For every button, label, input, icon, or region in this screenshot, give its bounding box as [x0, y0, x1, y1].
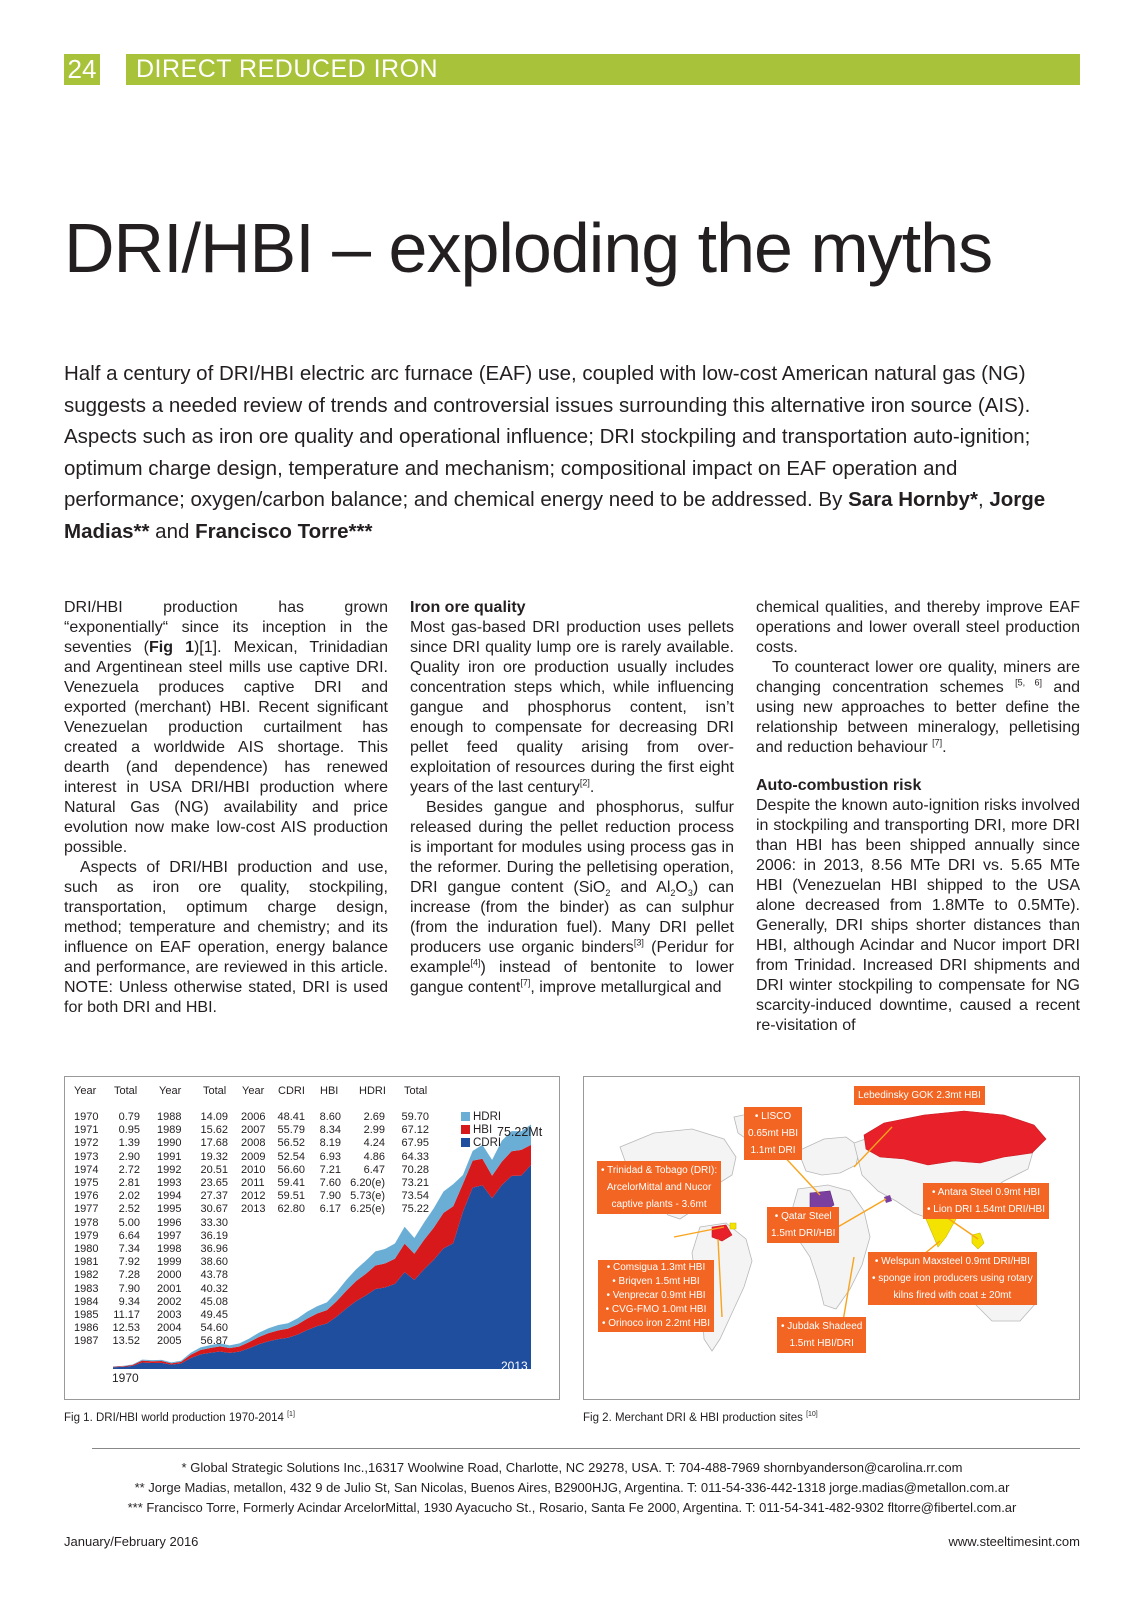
map-trinidad-highlight: [730, 1223, 736, 1229]
table-cell-total: 2.72: [118, 1163, 140, 1176]
author-footnotes: [64, 1458, 1080, 1518]
table-cell-year: 2004: [157, 1322, 182, 1335]
table-cell-year: 1975: [74, 1177, 99, 1190]
text-run: and Al: [610, 879, 671, 896]
table-cell-year: 1974: [74, 1163, 99, 1176]
text-run: .: [589, 779, 595, 796]
paragraph: Aspects of DRI/HBI production and use, such as iron ore quality, stockpiling, transportation, optimum charge design, method; temperature and chemistry; and its influence on EAF operation, energy balance and performance, are reviewed in this article. NOTE: Unless otherwise stated, DRI is used for both DRI and HBI.: [64, 859, 388, 1016]
table-cell-year: 1993: [157, 1177, 182, 1190]
citation: [3]: [633, 937, 644, 948]
text-run: To counteract lower ore quality, miners are changing concentration schemes: [756, 659, 1080, 696]
table-cell-year: 2005: [157, 1335, 182, 1348]
callout-antara-lion: [923, 1183, 1049, 1219]
table-cell-hbi: 6.93: [319, 1150, 341, 1163]
author-2: Jorge Madias**: [64, 488, 1046, 543]
subscript: 3: [687, 888, 693, 899]
text-run: )[1]. Mexican, Trinidadian and Argentinean steel mills use captive DRI. Venezuela produces captive DRI and exported (merchant) HBI. Recent significant Venezuelan production curtailment has created a worldwide AIS shortage. This dearth (and dependence) has renewed interest in USA DRI/HBI production where Natural Gas (NG) availability and price evolution now make low-cost AIS production possible.: [64, 639, 388, 856]
table-header: Year: [159, 1085, 182, 1097]
table-cell-total: 6.64: [118, 1229, 140, 1242]
table-cell-year: 1972: [74, 1137, 99, 1150]
table-header: Total: [114, 1085, 138, 1097]
table-cell-hdri: 5.73(e): [350, 1190, 385, 1203]
table-header: HDRI: [359, 1085, 386, 1097]
table-cell-total: 20.51: [200, 1163, 228, 1176]
table-cell-total: 73.54: [401, 1190, 429, 1203]
table-cell-cdri: 52.54: [277, 1150, 305, 1163]
table-cell-total: 49.45: [200, 1309, 228, 1322]
table-cell-total: 13.52: [112, 1335, 140, 1348]
table-cell-year: 1991: [157, 1150, 182, 1163]
callout-line: • CVG-FMO 1.0mt HBI: [605, 1304, 707, 1315]
table-column-years-b: [157, 1111, 181, 1349]
citation: [7]: [520, 977, 531, 988]
legend-label: CDRI: [473, 1137, 502, 1149]
legend-label: HBI: [473, 1124, 493, 1136]
table-cell-year: 1987: [74, 1335, 99, 1348]
table-cell-year: 1983: [74, 1282, 99, 1295]
table-cell-year: 1979: [74, 1229, 99, 1242]
callout-line: 1.5mt DRI/HBI: [771, 1228, 836, 1239]
paragraph: [756, 658, 1080, 758]
table-header: CDRI: [278, 1085, 305, 1097]
callout-line: ArcelorMittal and Nucor: [606, 1182, 712, 1193]
table-cell-year: 2007: [241, 1124, 266, 1137]
table-cell-total: 23.65: [200, 1177, 228, 1190]
table-column-years-c: [241, 1111, 265, 1217]
table-cell-hdri: 6.25(e): [350, 1203, 385, 1216]
table-cell-total: 59.70: [401, 1111, 429, 1123]
citation: [1]: [287, 1411, 295, 1418]
author-1: Sara Hornby*: [848, 488, 978, 511]
table-cell-year: 1977: [74, 1203, 99, 1216]
text-run: , improve metallurgical and: [530, 979, 722, 996]
table-cell-total: 17.68: [200, 1137, 228, 1150]
table-cell-hdri: 4.24: [363, 1137, 385, 1150]
total-annotation: 75.22Mt: [497, 1125, 543, 1139]
table-cell-year: 2001: [157, 1282, 182, 1295]
citation: [10]: [806, 1411, 818, 1418]
table-header: HBI: [320, 1085, 339, 1097]
table-cell-year: 1980: [74, 1243, 99, 1256]
table-cell-year: 2011: [241, 1177, 265, 1190]
section-header: [64, 54, 1080, 85]
table-cell-hdri: 2.69: [363, 1111, 385, 1123]
legend-swatch: [461, 1138, 470, 1147]
footnote-divider: [92, 1448, 1080, 1449]
table-cell-year: 1989: [157, 1124, 182, 1137]
table-cell-year: 2010: [241, 1163, 266, 1176]
callout-line: • Welspun Maxsteel 0.9mt DRI/HBI: [874, 1256, 1030, 1267]
table-cell-hdri: 6.20(e): [350, 1177, 385, 1190]
table-cell-hbi: 7.21: [319, 1163, 341, 1176]
table-cell-cdri: 55.79: [277, 1124, 305, 1137]
callout-line: • Venprecar 0.9mt HBI: [606, 1290, 706, 1301]
footnote: *** Francisco Torre, Formerly Acindar ArcelorMittal, 1930 Ayacucho St., Rosario, Santa Fe 2000, Argentina. T: 011-54-341-482-9302 fltorre@fibertel.com.ar: [127, 1500, 1017, 1515]
end-year-label: 2013: [501, 1359, 528, 1373]
article-title: DRI/HBI – exploding the myths: [64, 209, 993, 287]
table-cell-total: 36.96: [200, 1243, 228, 1256]
subheading-auto-combustion-risk: Auto-combustion risk: [756, 777, 922, 794]
table-cell-year: 2003: [157, 1309, 182, 1322]
table-cell-total: 36.19: [200, 1229, 228, 1242]
text-run: .: [942, 739, 947, 756]
page-number: 24: [64, 54, 100, 85]
callout-line: • Jubdak Shadeed: [781, 1321, 863, 1332]
callout-line: kilns fired with coat ± 20mt: [893, 1290, 1012, 1301]
table-cell-total: 75.22: [401, 1203, 429, 1216]
legend-item-cdri: [461, 1137, 501, 1150]
callout-venezuela: [598, 1260, 714, 1332]
table-cell-year: 2002: [157, 1295, 182, 1308]
table-cell-year: 2008: [241, 1137, 266, 1150]
table-cell-total: 5.00: [118, 1216, 140, 1229]
table-cell-total: 11.17: [113, 1309, 140, 1322]
table-cell-total: 67.95: [401, 1137, 429, 1150]
author-3: Francisco Torre***: [195, 519, 373, 543]
table-cell-year: 2006: [241, 1111, 266, 1123]
table-cell-total: 15.62: [200, 1124, 228, 1137]
callout-line: • LISCO: [754, 1111, 792, 1122]
table-cell-year: 2012: [241, 1190, 266, 1203]
callout-line: 0.65mt HBI: [748, 1128, 799, 1139]
table-cell-total: 40.32: [200, 1282, 228, 1295]
callout-line: • Orinoco iron 2.2mt HBI: [602, 1318, 710, 1329]
callout-line: • sponge iron producers using rotary: [872, 1273, 1033, 1284]
paragraph: [410, 798, 734, 998]
table-column-cdri: [275, 1111, 305, 1217]
callout-qatar: [767, 1207, 839, 1243]
figure-1-production-chart: [64, 1076, 560, 1400]
table-cell-hdri: 6.47: [363, 1163, 385, 1176]
callout-trinidad: [597, 1161, 721, 1214]
table-cell-total: 43.78: [200, 1269, 228, 1282]
section-title: DIRECT REDUCED IRON: [126, 54, 1080, 85]
text-run: O: [675, 879, 688, 896]
table-cell-cdri: 59.41: [277, 1177, 305, 1190]
table-cell-hbi: 8.19: [319, 1137, 341, 1150]
table-cell-year: 1976: [74, 1190, 99, 1203]
table-cell-year: 2013: [241, 1203, 266, 1216]
callout-line: Lebedinsky GOK 2.3mt HBI: [858, 1090, 981, 1101]
callout-line: • Antara Steel 0.9mt HBI: [931, 1187, 1040, 1198]
table-cell-year: 1990: [157, 1137, 182, 1150]
table-cell-total: 30.67: [200, 1203, 228, 1216]
author-sep-1: ,: [977, 488, 984, 511]
author-sep-2: and: [155, 519, 190, 543]
table-cell-total: 33.30: [200, 1216, 228, 1229]
text-run: ) instead of bentonite to lower gangue content: [410, 959, 734, 996]
callout-welspun: [868, 1252, 1037, 1305]
table-column-hbi: [315, 1111, 341, 1217]
table-cell-year: 1985: [74, 1309, 99, 1322]
table-cell-year: 1984: [74, 1295, 99, 1308]
issue-date: January/February 2016: [64, 1534, 199, 1549]
callout-line: captive plants - 3.6mt: [611, 1199, 707, 1210]
callout-line: • Comsigua 1.3mt HBI: [606, 1262, 706, 1273]
text-run: ) can increase (from the binder) as can sulphur (from the induration fuel). Many DRI pellet producers use organic binders: [410, 879, 734, 956]
table-cell-hbi: 7.60: [319, 1177, 341, 1190]
figure-2-production-map: [583, 1076, 1080, 1400]
text-run: (Peridur for example: [410, 939, 735, 976]
table-column-hdri: [349, 1111, 385, 1217]
callout-lisco: [744, 1107, 802, 1160]
table-cell-hdri: 4.86: [363, 1150, 385, 1163]
callout-line: • Trinidad & Tobago (DRI):: [601, 1165, 718, 1176]
text-run: DRI/HBI production has grown “exponentially“ since its inception in the seventies (: [64, 599, 388, 656]
table-cell-hbi: 8.34: [319, 1124, 341, 1137]
table-cell-total: 2.02: [118, 1190, 140, 1203]
table-cell-total: 12.53: [112, 1322, 140, 1335]
table-cell-cdri: 62.80: [277, 1203, 305, 1216]
table-cell-year: 1988: [157, 1111, 182, 1123]
article-standfirst: [64, 358, 1064, 547]
table-cell-hbi: 6.17: [319, 1203, 341, 1216]
table-cell-total: 0.95: [118, 1124, 140, 1137]
table-cell-cdri: 56.60: [277, 1163, 305, 1176]
callout-line: 1.1mt DRI: [750, 1145, 796, 1156]
table-cell-year: 1994: [157, 1190, 182, 1203]
table-cell-total: 7.92: [118, 1256, 140, 1269]
table-cell-year: 1973: [74, 1150, 99, 1163]
footnote: ** Jorge Madias, metallon, 432 9 de Julio St, San Nicolas, Buenos Aires, B2900HJG, Argentina. T: 011-54-336-442-1318 jorge.madias@metallon.com.ar: [134, 1480, 1010, 1495]
table-cell-cdri: 48.41: [277, 1111, 305, 1123]
table-cell-total: 27.37: [200, 1190, 228, 1203]
table-cell-total: 9.34: [118, 1295, 140, 1308]
table-cell-total: 7.34: [118, 1243, 140, 1256]
legend-label: HDRI: [473, 1111, 502, 1123]
citation: [4]: [470, 957, 481, 968]
table-cell-total: 64.33: [401, 1150, 429, 1163]
table-cell-total: 54.60: [200, 1322, 228, 1335]
text-run: and using new approaches to better define the relationship between mineralogy, pelletising and reduction behaviour: [756, 679, 1081, 756]
map-europe: [798, 1137, 860, 1175]
caption-text: Fig 1. DRI/HBI world production 1970-2014: [64, 1411, 284, 1424]
table-cell-total: 14.09: [200, 1111, 228, 1123]
table-column-total: [399, 1111, 429, 1217]
table-cell-total: 19.32: [200, 1150, 228, 1163]
table-cell-total: 7.90: [118, 1282, 140, 1295]
paragraph: [64, 598, 388, 858]
table-column-totals-a: [112, 1111, 140, 1349]
table-cell-hbi: 7.90: [319, 1190, 341, 1203]
callout-line: 1.5mt HBI/DRI: [789, 1338, 854, 1349]
table-cell-total: 70.28: [401, 1163, 429, 1176]
body-column-3: [756, 598, 1080, 1036]
subheading-iron-ore-quality: Iron ore quality: [410, 599, 526, 616]
table-cell-cdri: 56.52: [277, 1137, 305, 1150]
paragraph: [410, 618, 734, 798]
callout-line: • Qatar Steel: [774, 1211, 832, 1222]
table-cell-total: 2.90: [118, 1150, 140, 1163]
table-cell-total: 2.81: [118, 1177, 140, 1190]
callout-line: • Lion DRI 1.54mt DRI/HBI: [927, 1204, 1045, 1215]
table-cell-year: 2009: [241, 1150, 266, 1163]
table-cell-total: 73.21: [401, 1177, 429, 1190]
text-run: Most gas-based DRI production uses pellets since DRI quality lump ore is rarely available. Quality iron ore production usually includes concentration steps which, while influencing gangue and phosphorus content, isn’t enough to compensate for decreasing DRI pellet feed quality arising from over-exploitation of resources during the first eight years of the last century: [410, 619, 734, 796]
table-column-totals-b: [198, 1111, 228, 1349]
citation: [5, 6]: [1015, 677, 1042, 688]
table-cell-year: 1995: [157, 1203, 182, 1216]
subscript: 2: [670, 888, 676, 899]
chart-legend: [461, 1111, 501, 1150]
table-cell-total: 38.60: [200, 1256, 228, 1269]
table-cell-year: 1999: [157, 1256, 182, 1269]
subscript: 2: [605, 888, 611, 899]
table-header: Total: [203, 1085, 227, 1097]
legend-item-hdri: [461, 1111, 501, 1124]
table-cell-total: 7.28: [118, 1269, 140, 1282]
body-column-1: [64, 598, 388, 1018]
table-cell-year: 1996: [157, 1216, 182, 1229]
table-cell-hdri: 2.99: [363, 1124, 385, 1137]
legend-swatch: [461, 1125, 470, 1134]
table-cell-total: 1.39: [118, 1137, 140, 1150]
start-year-label: 1970: [112, 1371, 139, 1385]
caption-text: Fig 2. Merchant DRI & HBI production sites: [583, 1411, 803, 1424]
figure-2-caption: [583, 1411, 818, 1424]
footnote: * Global Strategic Solutions Inc.,16317 Woolwine Road, Charlotte, NC 29278, USA. T: 704-488-7969 shornbyanderson@carolina.rr.com: [181, 1460, 963, 1475]
table-column-years-a: [74, 1111, 98, 1349]
table-cell-total: 2.52: [118, 1203, 140, 1216]
figure-reference: Fig 1: [149, 639, 194, 656]
table-cell-total: 56.87: [200, 1335, 228, 1348]
figure-1-caption: [64, 1411, 295, 1424]
paragraph: Despite the known auto-ignition risks involved in stockpiling and transporting DRI, more DRI than HBI has been shipped annually since 2006: in 2013, 8.56 MTe DRI vs. 5.65 MTe HBI (Venezuelan HBI shipped to the USA alone decreased from 1.8MTe to 0.5MTe). Generally, DRI ships shorter distances than HBI, although Acindar and Nucor import DRI from Trinidad. Increased DRI shipments and DRI winter stockpiling to compensate for NG scarcity-induced downtime, caused a recent re-visitation of: [756, 797, 1080, 1034]
table-cell-year: 1978: [74, 1216, 99, 1229]
standfirst-text: Half a century of DRI/HBI electric arc furnace (EAF) use, coupled with low-cost American natural gas (NG) suggests a needed review of trends and controversial issues surrounding this alternative iron source (AIS). Aspects such as iron ore quality and operational influence; DRI stockpiling and transportation auto-ignition; optimum charge design, temperature and mechanism; compositional impact on EAF operation and performance; oxygen/carbon balance; and chemical energy need to be addressed. By: [64, 362, 1031, 511]
table-cell-year: 1986: [74, 1322, 99, 1335]
website-link[interactable]: www.steeltimesint.com: [948, 1534, 1080, 1549]
callout-lebedinsky: [854, 1086, 985, 1105]
callout-jubdak: [777, 1317, 866, 1353]
legend-swatch: [461, 1112, 470, 1121]
table-cell-total: 45.08: [200, 1295, 228, 1308]
table-cell-cdri: 59.51: [277, 1190, 305, 1203]
table-header: Year: [242, 1085, 265, 1097]
paragraph: chemical qualities, and thereby improve EAF operations and lower overall steel production costs.: [756, 599, 1080, 656]
table-cell-total: 67.12: [401, 1124, 429, 1137]
table-cell-year: 1998: [157, 1243, 182, 1256]
text-run: Besides gangue and phosphorus, sulfur released during the pellet reduction process is important for modules using process gas in the reformer. During the pelletising operation, DRI gangue content (SiO: [410, 799, 734, 896]
citation: [7]: [932, 737, 943, 748]
table-cell-year: 1997: [157, 1229, 182, 1242]
callout-line: • Briqven 1.5mt HBI: [612, 1276, 700, 1287]
table-header: Year: [74, 1085, 97, 1097]
table-cell-year: 1992: [157, 1163, 182, 1176]
table-cell-total: 0.79: [118, 1111, 140, 1123]
table-cell-year: 1981: [74, 1256, 99, 1269]
legend-item-hbi: [461, 1124, 501, 1137]
table-cell-year: 1982: [74, 1269, 99, 1282]
citation: [2]: [579, 777, 590, 788]
table-cell-year: 1970: [74, 1111, 99, 1123]
body-column-2: [410, 598, 734, 998]
table-cell-hbi: 8.60: [319, 1111, 341, 1123]
table-header: Total: [404, 1085, 428, 1097]
table-cell-year: 1971: [74, 1124, 99, 1137]
table-cell-year: 2000: [157, 1269, 182, 1282]
